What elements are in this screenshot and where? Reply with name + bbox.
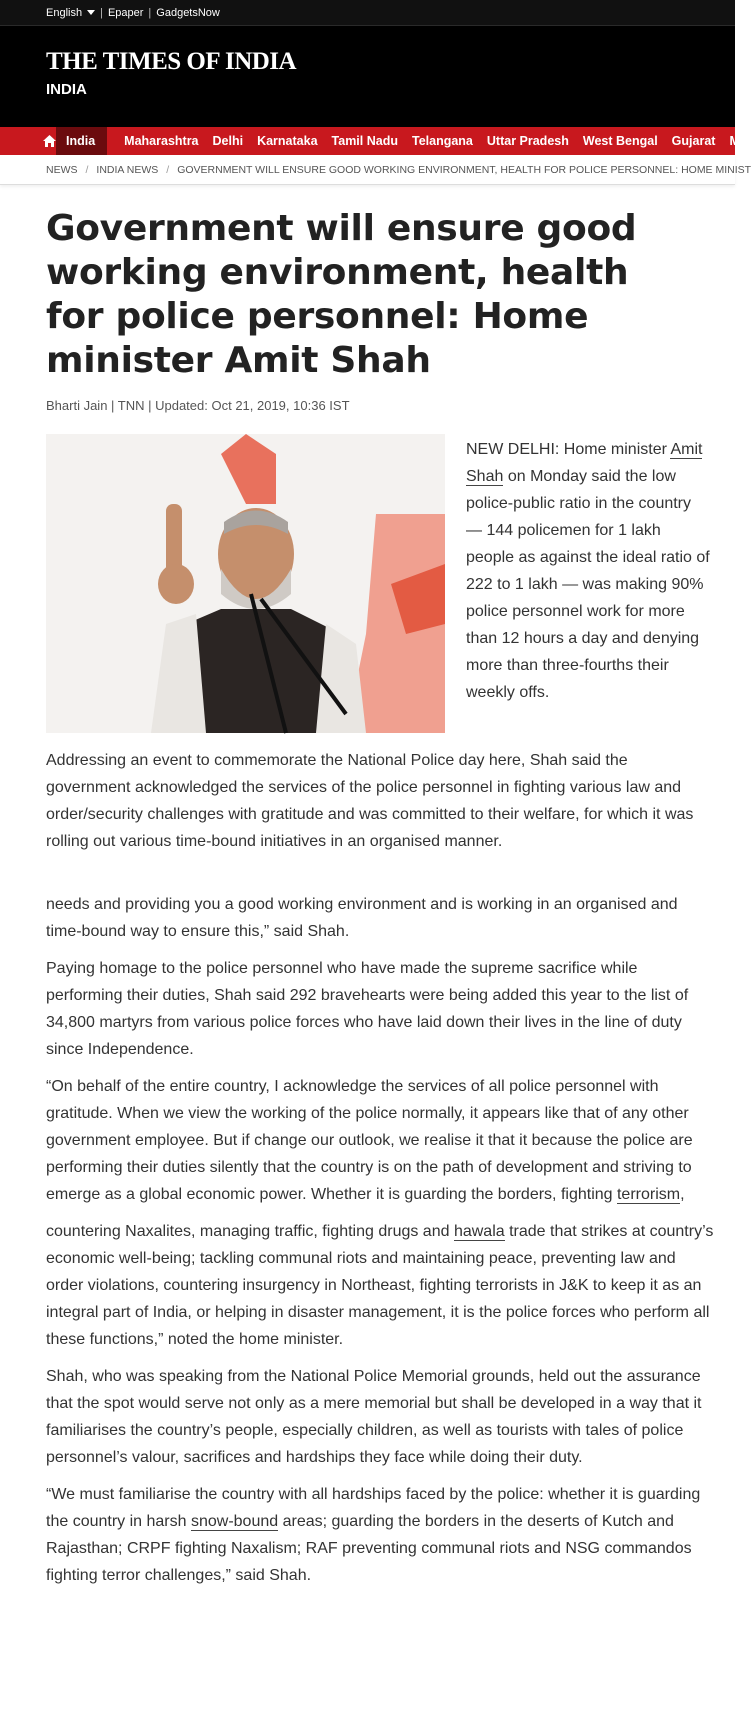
terrorism-link[interactable]: terrorism	[616, 1186, 681, 1203]
amit-shah-link[interactable]: Amit Shah	[466, 441, 703, 485]
language-selector[interactable]: English	[46, 7, 95, 19]
photo-illustration	[46, 434, 445, 733]
home-icon[interactable]	[43, 135, 56, 147]
paragraph: “On behalf of the entire country, I acknowledge the services of all police personnel with gratitude. When we view the working of the police normally, it appears like that of any other government employee. But if change our outlook, we realise it that it because the police are performing their duties silently that the country is on the path of development and striving to emerge as a global economic power. Whether it is guarding the borders, fighting terrorism,	[46, 1078, 693, 1203]
snow-bound-link[interactable]: snow-bound	[190, 1513, 279, 1530]
gadgetsnow-link[interactable]: GadgetsNow	[156, 6, 220, 19]
masthead	[0, 25, 735, 127]
paragraph: needs and providing you a good working environment and is working in an organised and time-bound way to ensure this,” said Shah.	[46, 896, 678, 940]
paragraph: Addressing an event to commemorate the National Police day here, Shah said the government acknowledged the services of the police personnel in fighting various law and order/security challenges with gratitude and was committed to their welfare, for which it was rolling out various time-bound initiatives in an organised manner.	[46, 752, 694, 850]
divider: |	[100, 6, 103, 19]
nav-item-karnataka[interactable]: Karnataka	[257, 134, 318, 148]
edition-label: INDIA	[46, 81, 87, 98]
lead-paragraph: NEW DELHI: Home minister Amit Shah on Monday said the low police-public ratio in the country — 144 policemen for 1 lakh people as against the ideal ratio of 222 to 1 lakh — was making 90% police personnel work for more than 12 hours a day and denying more than three-fourths their weekly offs.	[466, 441, 710, 701]
nav-item-india[interactable]: India	[56, 127, 107, 155]
caret-down-icon	[87, 10, 95, 15]
breadcrumb	[0, 155, 752, 185]
article-body	[46, 747, 714, 1589]
ad-gap	[46, 865, 711, 891]
paragraph: “We must familiarise the country with all hardships faced by the police: whether it is guarding the country in harsh snow-bound areas; guarding the borders in the deserts of Kutch and Rajasthan; CRPF fighting Naxalism; RAF preventing communal riots and NSG commandos fighting terror challenges,” said Shah.	[46, 1486, 701, 1584]
epaper-link[interactable]: Epaper	[107, 6, 144, 19]
nav-item-maharashtra[interactable]: Maharashtra	[124, 134, 199, 148]
breadcrumb-india-news[interactable]: INDIA NEWS	[96, 163, 159, 176]
top-utility-bar	[0, 0, 735, 25]
nav-item-uttar-pradesh[interactable]: Uttar Pradesh	[486, 134, 569, 148]
paragraph: Paying homage to the police personnel who have made the supreme sacrifice while performing their duties, Shah said 292 bravehearts were being added this year to the list of 34,800 martyrs from various police forces who have laid down their lives in the line of duty since Independence.	[46, 960, 689, 1058]
section-nav	[0, 127, 754, 155]
article-byline: Bharti Jain | TNN | Updated: Oct 21, 2019, 10:36 IST	[46, 398, 350, 413]
paragraph: Shah, who was speaking from the National Police Memorial grounds, held out the assurance that the spot would serve not only as a mere memorial but shall be developed in a way that it familiarises the country’s people, especially children, as well as tourists with tales of police personnel’s valour, sacrifices and hardships they face while doing their duty.	[46, 1368, 702, 1466]
article-lead	[46, 434, 711, 733]
breadcrumb-current: GOVERNMENT WILL ENSURE GOOD WORKING ENVIRONMENT, HEALTH FOR POLICE PERSONNEL: HOME MINIST	[177, 163, 752, 176]
divider: |	[148, 6, 152, 19]
nav-item-west-bengal[interactable]: West Bengal	[582, 134, 658, 148]
article-title: Government will ensure good working environment, health for police personnel: Home minister Amit Shah	[46, 208, 637, 381]
breadcrumb-news[interactable]: NEWS	[46, 163, 78, 176]
paragraph: countering Naxalites, managing traffic, fighting drugs and hawala trade that strikes at country’s economic well-being; tackling communal riots and maintaining peace, preventing law and order violations, countering insurgency in Northeast, fighting terrorists in J&K to keep it as an integral part of India, or helping in disaster management, it is the police forces who perform all these functions,” noted the home minister.	[46, 1223, 714, 1348]
site-logo[interactable]: THE TIMES OF INDIA	[46, 48, 297, 75]
nav-item-tamil-nadu[interactable]: Tamil Nadu	[331, 134, 398, 148]
nav-item-mad[interactable]: Mad	[729, 134, 754, 148]
breadcrumb-separator: /	[166, 163, 170, 176]
nav-item-telangana[interactable]: Telangana	[411, 134, 473, 148]
nav-item-gujarat[interactable]: Gujarat	[671, 134, 716, 148]
article	[0, 185, 735, 1589]
nav-item-delhi[interactable]: Delhi	[212, 134, 244, 148]
hawala-link[interactable]: hawala	[453, 1223, 505, 1240]
article-photo[interactable]	[46, 434, 445, 733]
breadcrumb-separator: /	[85, 163, 89, 176]
